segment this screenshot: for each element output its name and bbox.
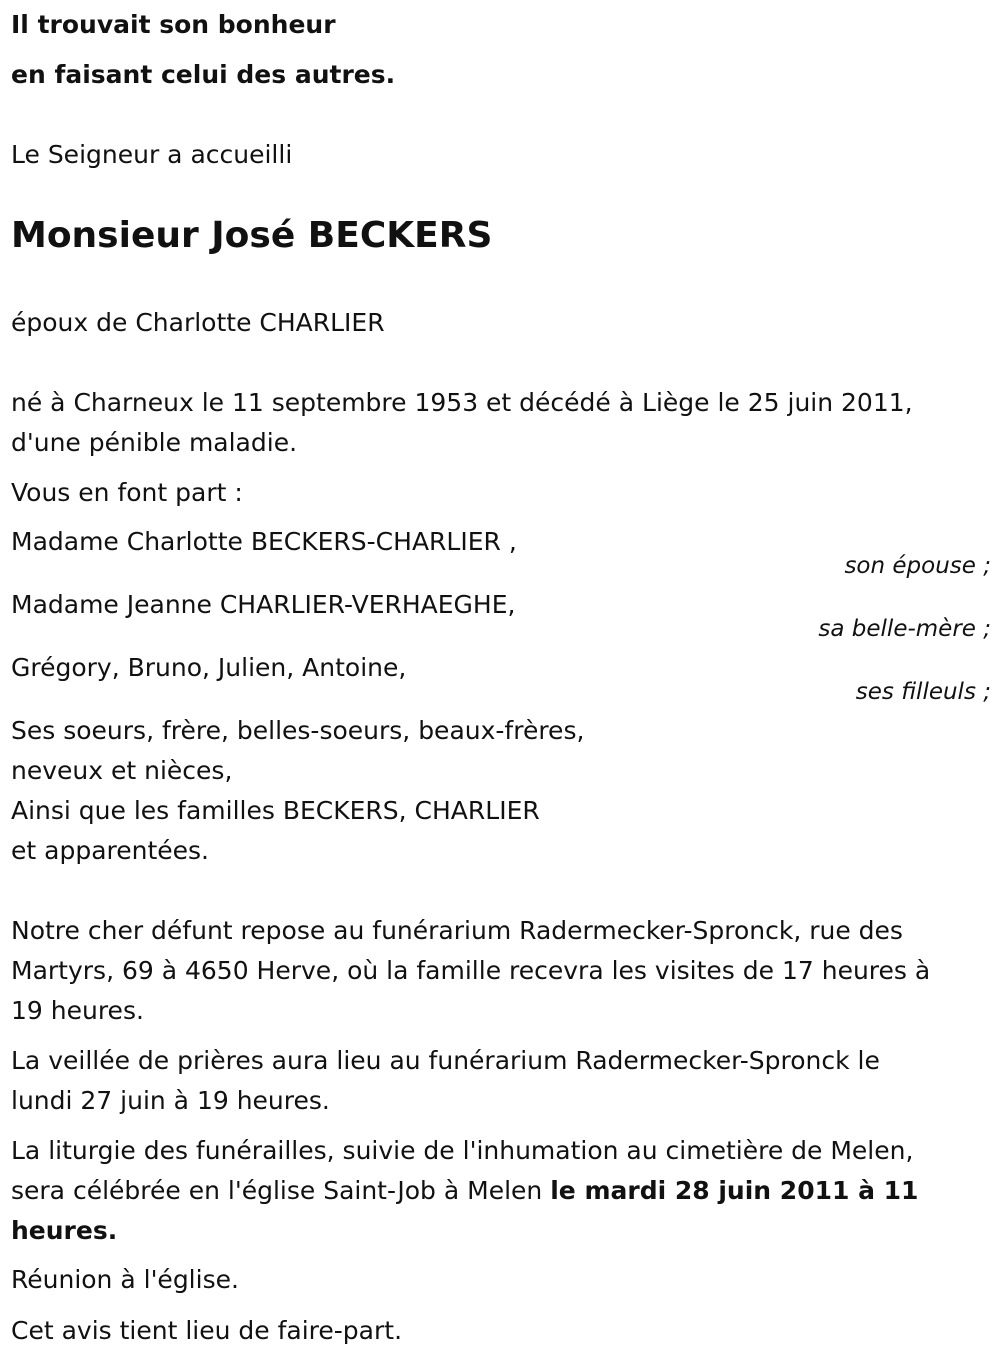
mourner-relation: sa belle-mère ; xyxy=(818,616,991,642)
funeral-line-2 xyxy=(11,1171,918,1211)
birth-death-line-2: d'une pénible maladie. xyxy=(11,428,298,457)
vigil-line-1: La veillée de prières aura lieu au funérarium Radermecker-Spronck le xyxy=(11,1046,880,1075)
family-line-4: et apparentées. xyxy=(11,836,209,865)
viewing-line-1: Notre cher défunt repose au funérarium Radermecker-Spronck, rue des xyxy=(11,916,903,945)
viewing-line-3: 19 heures. xyxy=(11,996,144,1025)
vigil-line-2: lundi 27 juin à 19 heures. xyxy=(11,1086,330,1115)
family-line-1: Ses soeurs, frère, belles-soeurs, beaux-frères, xyxy=(11,716,585,745)
funeral-line-1: La liturgie des funérailles, suivie de l'inhumation au cimetière de Melen, xyxy=(11,1136,914,1165)
mourner-relation: ses filleuls ; xyxy=(855,679,991,705)
closing-text: Cet avis tient lieu de faire-part. xyxy=(11,1316,403,1345)
funeral-location: sera célébrée en l'église Saint-Job à Melen xyxy=(11,1176,551,1205)
mourner-name: Madame Charlotte BECKERS-CHARLIER , xyxy=(11,527,517,556)
intro-text: Le Seigneur a accueilli xyxy=(11,140,293,169)
birth-death-line-1: né à Charneux le 11 septembre 1953 et décédé à Liège le 25 juin 2011, xyxy=(11,388,913,417)
epigraph-line-2: en faisant celui des autres. xyxy=(11,60,396,89)
deceased-name: Monsieur José BECKERS xyxy=(11,215,493,256)
epigraph-line-1: Il trouvait son bonheur xyxy=(11,10,336,39)
viewing-line-2: Martyrs, 69 à 4650 Herve, où la famille recevra les visites de 17 heures à xyxy=(11,956,931,985)
family-line-3: Ainsi que les familles BECKERS, CHARLIER xyxy=(11,796,540,825)
funeral-time: heures. xyxy=(11,1216,118,1245)
announcement-intro: Vous en font part : xyxy=(11,478,243,507)
mourner-name: Madame Jeanne CHARLIER-VERHAEGHE, xyxy=(11,590,516,619)
funeral-date: le mardi 28 juin 2011 à 11 xyxy=(550,1176,919,1205)
mourner-name: Grégory, Bruno, Julien, Antoine, xyxy=(11,653,407,682)
spouse-line: époux de Charlotte CHARLIER xyxy=(11,308,385,337)
family-line-2: neveux et nièces, xyxy=(11,756,233,785)
gathering-text: Réunion à l'église. xyxy=(11,1265,239,1294)
mourner-relation: son épouse ; xyxy=(844,553,991,579)
